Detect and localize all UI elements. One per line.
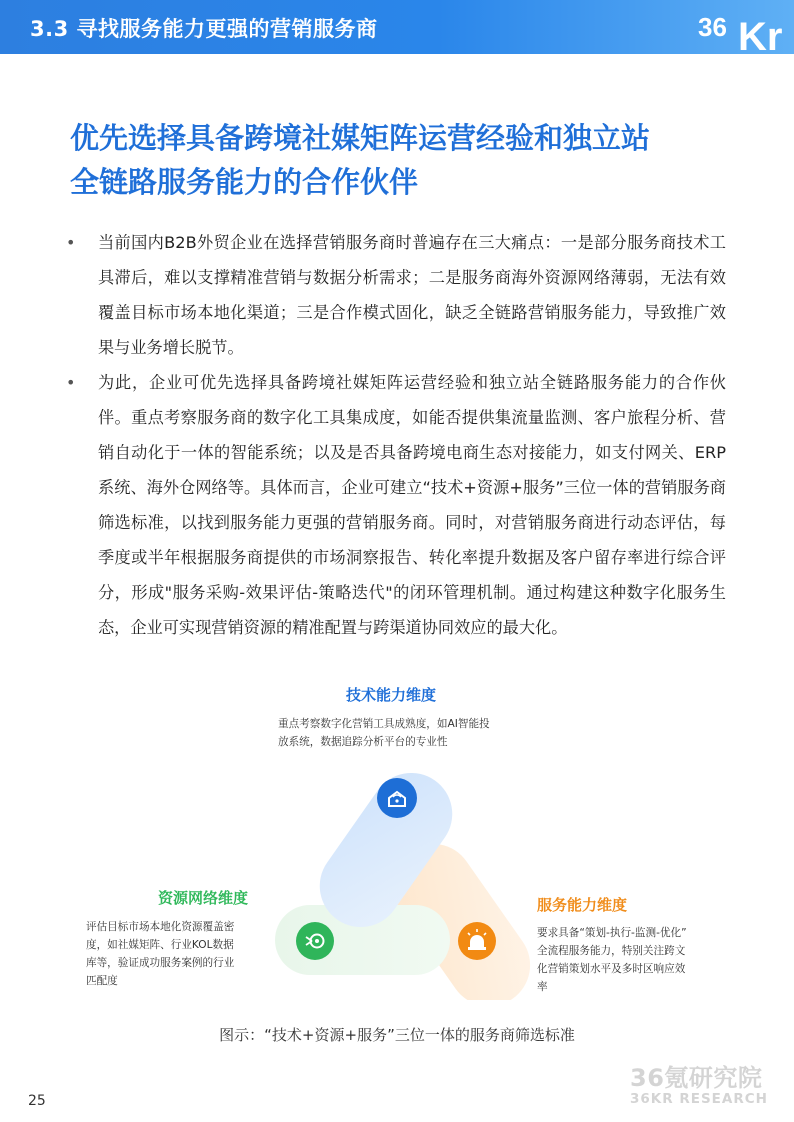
bullet-dot: • — [66, 233, 76, 252]
page-number: 25 — [28, 1093, 46, 1109]
tech-dimension-desc — [278, 715, 528, 751]
headline-line-2: 全链路服务能力的合作伙伴 — [70, 165, 419, 199]
home-signal-icon — [377, 778, 417, 818]
tech-desc-line-1: 重点考察数字化营销工具成熟度，如AI智能投 — [278, 718, 490, 730]
header-bar — [0, 0, 794, 54]
36kr-research-watermark — [630, 1058, 780, 1107]
resource-desc-line-2: 度，如社媒矩阵、行业KOL数据 — [86, 939, 234, 951]
resource-desc-line-3: 库等，验证成功服务案例的行业 — [86, 957, 235, 969]
section-title: 3.3 寻找服务能力更强的营销服务商 — [30, 17, 378, 41]
service-desc-line-2: 全流程服务能力，特别关注跨文 — [537, 945, 686, 957]
paragraph-text: 当前国内B2B外贸企业在选择营销服务商时普遍存在三大痛点：一是部分服务商技术工具滞后，难以支撑精准营销与数据分析需求；二是服务商海外资源网络薄弱，无法有效覆盖目标市场本地化渠道；三是合作模式固化，缺乏全链路营销服务能力，导致推广效果与业务增长脱节。 — [98, 233, 726, 357]
three-dimension-diagram — [0, 680, 794, 1000]
resource-desc-line-1: 评估目标市场本地化资源覆盖密 — [86, 921, 235, 933]
service-dimension-desc — [537, 924, 737, 996]
logo-36-text: 36 — [698, 12, 727, 42]
service-desc-line-4: 率 — [537, 981, 548, 993]
service-desc-line-3: 化营销策划水平及多时区响应效 — [537, 963, 686, 975]
resource-dimension-title: 资源网络维度 — [158, 889, 249, 907]
target-arrow-icon — [296, 922, 334, 960]
tech-dimension-title: 技术能力维度 — [346, 686, 437, 704]
service-dimension-title: 服务能力维度 — [537, 896, 628, 914]
bullet-paragraph-2 — [66, 365, 726, 645]
page-headline — [70, 116, 750, 204]
bullet-dot: • — [66, 373, 76, 392]
logo-kr-text: Kr — [738, 15, 783, 54]
watermark-line-1: 36氪研究院 — [630, 1064, 763, 1092]
headline-line-1: 优先选择具备跨境社媒矩阵运营经验和独立站 — [70, 121, 651, 155]
bullet-paragraph-1 — [66, 225, 726, 365]
36kr-logo — [680, 0, 790, 54]
service-desc-line-1: 要求具备“策划-执行-监测-优化” — [537, 927, 687, 939]
watermark-line-2: 36KR RESEARCH — [630, 1091, 768, 1107]
resource-desc-line-4: 匹配度 — [86, 975, 118, 987]
alarm-light-icon — [458, 922, 496, 960]
tech-desc-line-2: 放系统，数据追踪分析平台的专业性 — [278, 736, 448, 748]
paragraph-text: 为此，企业可优先选择具备跨境社媒矩阵运营经验和独立站全链路服务能力的合作伙伴。重点考察服务商的数字化工具集成度，如能否提供集流量监测、客户旅程分析、营销自动化于一体的智能系统；以及是否具备跨境电商生态对接能力，如支付网关、ERP系统、海外仓网络等。具体而言，企业可建立“技术+资源+服务”三位一体的营销服务商筛选标准，以找到服务能力更强的营销服务商。同时，对营销服务商进行动态评估，每季度或半年根据服务商提供的市场洞察报告、转化率提升数据及客户留存率进行综合评分，形成"服务采购-效果评估-策略迭代"的闭环管理机制。通过构建这种数字化服务生态，企业可实现营销资源的精准配置与跨渠道协同效应的最大化。 — [98, 373, 726, 637]
figure-caption: 图示：“技术+资源+服务”三位一体的服务商筛选标准 — [219, 1026, 575, 1044]
resource-dimension-desc — [86, 918, 266, 990]
